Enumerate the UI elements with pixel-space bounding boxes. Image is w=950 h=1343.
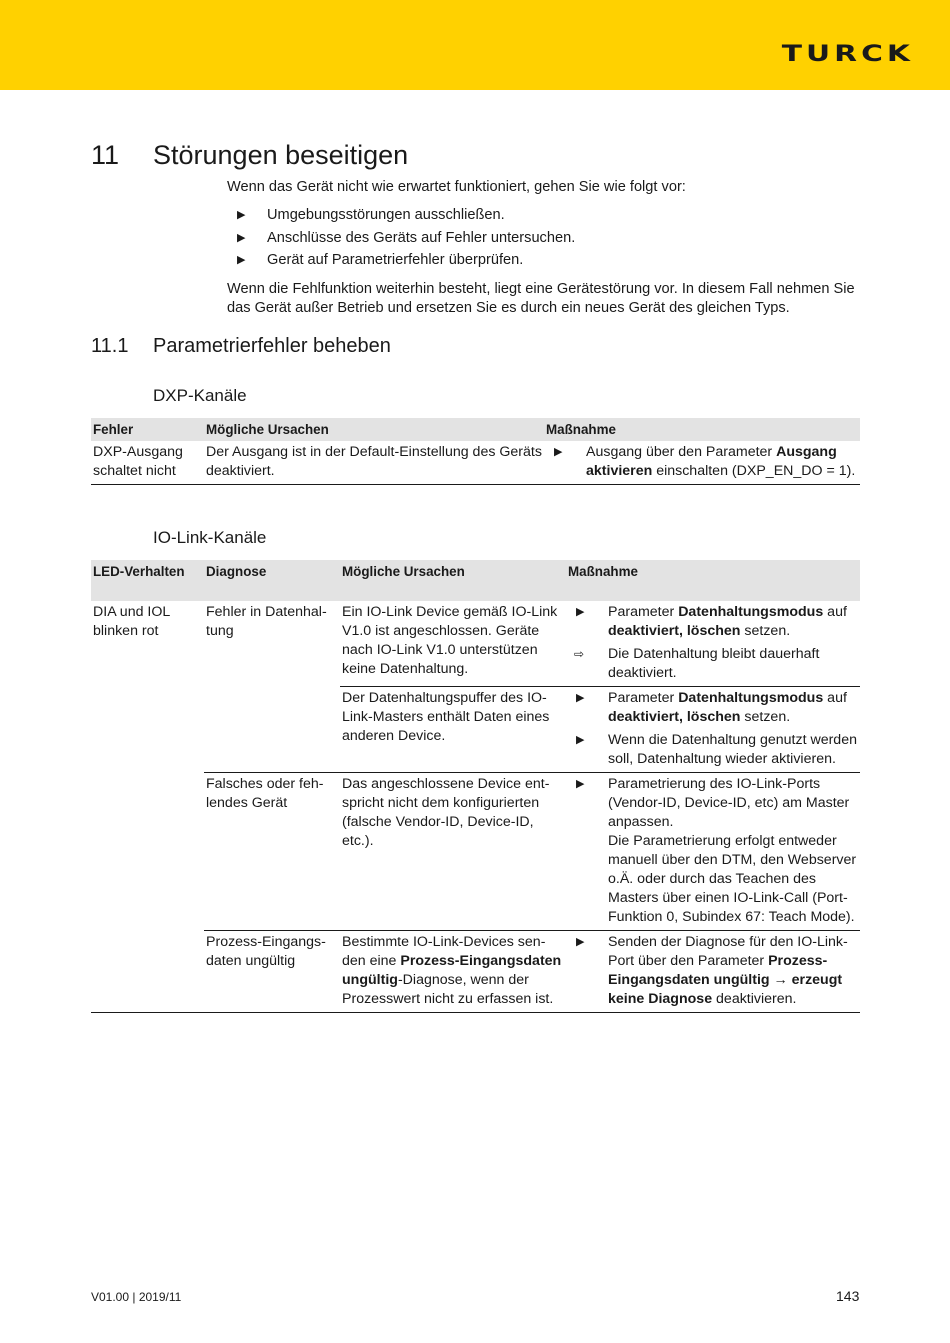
iol-heading: IO-Link-Kanäle: [153, 528, 267, 547]
table-row: [91, 773, 860, 931]
column-header: Mögliche Ursachen: [204, 418, 544, 441]
triangle-bullet-icon: ▶: [576, 606, 585, 618]
chapter-number: 11: [91, 140, 120, 170]
iol-table: [91, 560, 860, 1013]
massnahme-cell: [544, 441, 860, 485]
triangle-bullet-icon: ▶: [237, 231, 246, 244]
massnahme-cell: [566, 773, 860, 931]
action-item: ▶ Ausgang über den Parameter Ausgang aktivieren einschalten (DXP_EN_DO = 1).: [554, 444, 856, 479]
intro-text: Wenn das Gerät nicht wie erwartet funktioniert, gehen Sie wie folgt vor:: [227, 179, 686, 195]
action-item: ▶ Senden der Diagnose für den IO-Link-Port über den Parameter Prozess-Eingangsdaten ungültig → erzeugt keine Diagnose deaktivieren.: [576, 934, 848, 1007]
action-item: ▶ Parameter Datenhaltungsmodus auf deaktiviert, löschen setzen.: [576, 690, 847, 725]
column-header: LED-Verhalten: [91, 560, 204, 601]
diagnose-cell: Prozess-Eingangsdaten ungültig: [204, 931, 340, 1013]
fehler-cell: DXP-Ausgang schaltet nicht: [91, 441, 204, 485]
column-header: Diagnose: [204, 560, 340, 601]
header-bar: [0, 0, 950, 90]
turck-logo: TURCK: [781, 42, 914, 67]
ursache-cell: Bestimmte IO-Link-Devices senden eine Prozess-Eingangsdaten ungültig-Diagnose, wenn der Prozesswert nicht zu erfassen ist.: [340, 931, 566, 1013]
diagnose-cell: Fehler in Datenhaltung: [204, 601, 340, 773]
massnahme-cell: [566, 601, 860, 687]
step-list: [237, 206, 857, 274]
table-row: [91, 441, 860, 485]
ursache-cell: Ein IO-Link Device gemäß IO-Link V1.0 ist angeschlossen. Geräte nach IO-Link V1.0 unterstützen keine Datenhaltung.: [340, 601, 566, 687]
page-number: 143: [836, 1288, 860, 1304]
result-arrow-icon: ⇨: [574, 647, 585, 661]
chapter-title: Störungen beseitigen: [153, 140, 409, 170]
triangle-bullet-icon: ▶: [576, 936, 585, 948]
triangle-bullet-icon: ▶: [237, 254, 246, 266]
triangle-bullet-icon: ▶: [576, 692, 585, 704]
action-item: ▶ Parametrierung des IO-Link-Ports (Vendor-ID, Device-ID, etc) am Master anpassen. Die Parametrierung erfolgt entweder manuell über den DTM, den Webserver o.Ä. oder durch das Teachen des Masters über einen IO-Link-Call (Port-Funktion 0, Subindex 67: Teach Mode).: [576, 776, 857, 925]
action-item: ▶ Parameter Datenhaltungsmodus auf deaktiviert, löschen setzen.: [576, 604, 847, 639]
table-header-row: [91, 418, 860, 441]
ursache-cell: Der Ausgang ist in der Default-Einstellung des Geräts deaktiviert.: [204, 441, 544, 485]
massnahme-cell: [566, 931, 860, 1013]
dxp-table: [91, 418, 860, 485]
list-item: ▶ Gerät auf Parametrierfehler überprüfen.: [237, 252, 524, 268]
result-item: ⇨ Die Datenhaltung bleibt dauerhaft deaktiviert.: [574, 646, 820, 681]
section-title: Parametrierfehler beheben: [153, 335, 391, 357]
outro-text: Wenn die Fehlfunktion weiterhin besteht, liegt eine Gerätestörung vor. In diesem Fall nehmen Sie das Gerät außer Betrieb und ersetzen Sie es durch ein neues Gerät des gleichen Typs.: [227, 281, 855, 316]
column-header: Maßnahme: [544, 418, 860, 441]
column-header: Mögliche Ursachen: [340, 560, 566, 601]
led-cell: DIA und IOL blinken rot: [91, 601, 204, 1013]
footer-version: V01.00 | 2019/11: [91, 1290, 182, 1304]
massnahme-cell: [566, 687, 860, 773]
column-header: Maßnahme: [566, 560, 860, 601]
action-item: ▶ Wenn die Datenhaltung genutzt werden soll, Datenhaltung wieder aktivieren.: [576, 732, 857, 767]
dxp-heading: DXP-Kanäle: [153, 386, 247, 405]
triangle-bullet-icon: ▶: [554, 446, 563, 458]
triangle-bullet-icon: ▶: [576, 778, 585, 790]
ursache-cell: Der Datenhaltungspuffer des IO-Link-Masters enthält Daten eines anderen Device.: [340, 687, 566, 773]
list-item: ▶ Anschlüsse des Geräts auf Fehler untersuchen.: [237, 229, 576, 246]
table-row: [91, 601, 860, 687]
section-number: 11.1: [91, 335, 129, 357]
diagnose-cell: Falsches oder fehlendes Gerät: [204, 773, 340, 931]
column-header: Fehler: [91, 418, 204, 441]
table-header-row: [91, 560, 860, 601]
triangle-bullet-icon: ▶: [576, 734, 585, 746]
list-item: ▶ Umgebungsstörungen ausschließen.: [237, 207, 505, 223]
table-row: [91, 931, 860, 1013]
ursache-cell: Das angeschlossene Device entspricht nicht dem konfigurierten (falsche Vendor-ID, Device-ID, etc.).: [340, 773, 566, 931]
triangle-bullet-icon: ▶: [237, 209, 246, 221]
right-arrow-icon: →: [769, 972, 792, 988]
